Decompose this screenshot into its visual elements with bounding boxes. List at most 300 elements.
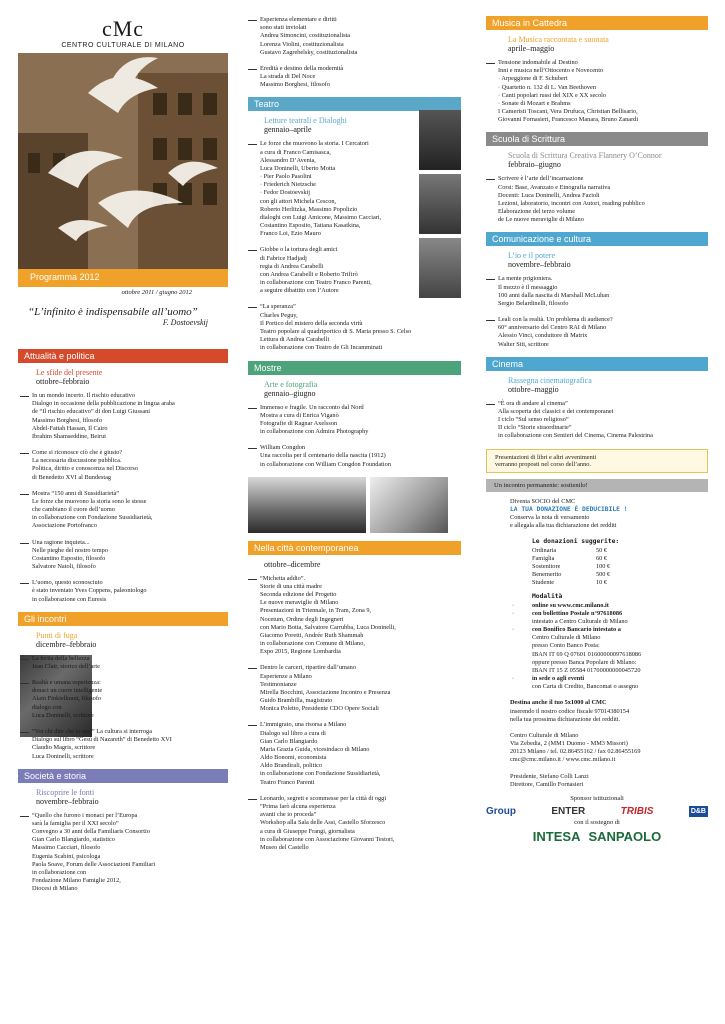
tax-line: nella tua prossima dichiarazione dei redditi.	[510, 715, 621, 723]
entry-line: in collaborazione con Associazione Giovanni Testori,	[260, 835, 395, 843]
section-subtitle: Arte e fotografia	[264, 379, 318, 389]
bullet-icon: ·	[512, 601, 515, 609]
entry-line: Massimo Borghesi, filosofo	[260, 81, 331, 89]
modalita-item	[510, 602, 708, 610]
entry-line: Presentazioni in Triennale, in Tram, Zona 9,	[260, 607, 372, 615]
donation-row	[532, 579, 708, 587]
entry-line: Immenso e fragile. Un racconto dal Nord	[260, 403, 364, 411]
entry	[486, 275, 708, 308]
modalita-list	[510, 602, 708, 692]
entry-line: Esperienza elementare e diritti	[260, 16, 337, 23]
portraits	[419, 110, 461, 298]
entry-list	[486, 400, 708, 441]
section-subtitle: Le sfide del presente	[36, 368, 103, 377]
section-attualita	[18, 349, 228, 604]
entry-list	[18, 812, 228, 894]
entry-line: Diocesi di Milano	[32, 885, 78, 893]
entry	[20, 392, 228, 441]
entry-line: Nocetum, Ordine degli Ingegneri	[260, 615, 344, 623]
entry-line: Giobbe o la tortura degli amici	[260, 246, 338, 254]
contact-line: 20123 Milano / tel. 02.86455162 / fax 02.86455169	[510, 748, 641, 756]
donation-type: Studente	[532, 579, 555, 587]
entry-line: Politica, diritto e conoscenza nel Discorso	[32, 465, 138, 473]
entry-line: sono stati inviolati	[260, 24, 307, 32]
entry-line: Lezioni, laboratorio, incontri con Autori, reading pubblico	[498, 199, 645, 207]
entry-line: “Michetta addio”.	[260, 574, 306, 582]
donation-row	[532, 547, 708, 555]
entry-line: · Fedor Dostoevskij	[260, 189, 311, 197]
section-scrittura	[486, 132, 708, 224]
section-dates: ottobre–febbraio	[36, 377, 90, 386]
section-teatro	[248, 97, 461, 352]
modalita-line: online su www.cmc.milano.it	[532, 601, 609, 609]
modalita-line: IBAN IT 15 Z 05584 01700000000045720	[532, 666, 641, 674]
modalita-line: con Bonifico Bancario intestato a	[532, 626, 621, 634]
sponsor-logos	[486, 806, 708, 817]
section-title: Scuola di Scrittura	[486, 132, 708, 146]
entry	[20, 490, 228, 531]
entry-line: a cura di Franco Camisasca,	[260, 148, 331, 156]
entry-line: Eredità e destino della modernità	[260, 64, 344, 72]
entry	[486, 400, 708, 441]
support-title: Un incontro permanente: sostienilo!	[486, 479, 708, 492]
section-subtitle: Letture teatrali e Dialoghi	[264, 116, 347, 126]
section-dates: gennaio–giugno	[264, 388, 316, 398]
portrait-nietzsche	[419, 174, 461, 234]
entry-line: · Sonate di Mozart e Brahms	[498, 99, 571, 107]
entry-line: Gustavo Zagrebelsky, costituzionalista	[260, 48, 358, 56]
donation-row	[532, 555, 708, 563]
modalita-line: in sede o agli eventi	[532, 675, 585, 683]
entry-line: In un mondo incerto. Il rischio educativo	[32, 392, 135, 399]
entry	[20, 579, 228, 604]
entry	[248, 795, 461, 852]
entry-line: de Le nuove meraviglie di Milano	[498, 216, 584, 224]
entry-line: La necessaria discussione pubblica.	[32, 457, 122, 465]
section-dates: novembre–febbraio	[508, 260, 571, 270]
entry-line: L’uomo, questo sconosciuto	[32, 579, 103, 587]
entry-line: Una raccolta per il centenario della nascita (1912)	[260, 452, 386, 460]
entry-line: in collaborazione con Comune di Milano,	[260, 640, 365, 648]
donation-amount: 100 €	[596, 562, 611, 570]
donation-type: Sostenitore	[532, 562, 561, 570]
entry-line: Le nuove meraviglie di Milano	[260, 599, 339, 607]
photo-congdon	[370, 477, 448, 533]
entry-line: Monica Poletto, Presidente CDO Opere Sociali	[260, 705, 379, 713]
motto-quote: “L’infinito è indispensabile all’uomo”	[28, 306, 198, 318]
entry-line: “È ora di andare al cinema”	[498, 399, 568, 407]
entry-list	[486, 275, 708, 348]
entry-line: de “Il rischio educativo” di don Luigi Giussani	[32, 408, 151, 416]
entry-line: Docenti: Luca Doninelli, Andrea Fazioli	[498, 191, 600, 199]
section-cinema	[486, 357, 708, 441]
portrait-pasolini	[419, 110, 461, 170]
section-title: Gli incontri	[18, 612, 228, 626]
entry-line: Charles Peguy,	[260, 311, 298, 319]
entry-line: Costantino Esposito, filosofo	[32, 554, 106, 562]
entry	[248, 404, 461, 437]
entry-line: Alessandro D’Avenia,	[260, 156, 316, 164]
entry-line: Abdel-Fattah Hassan, Il Cairo	[32, 424, 108, 432]
entry-line: 100 anni dalla nascita di Marshall McLuhan	[498, 291, 610, 299]
entry-line: Testimonianze	[260, 680, 297, 688]
entry	[20, 539, 228, 572]
motto-author: F. Dostoevskij	[162, 318, 208, 327]
entry-line: Inni e musica nell’Ottocento e Novecento	[498, 67, 604, 75]
entry-line: Workshop alla Sala delle Assi, Castello Sforzesco	[260, 819, 386, 827]
support-line: e allegala alla tua dichiarazione dei redditi	[510, 522, 617, 530]
entry-list	[248, 16, 461, 89]
entry-line: Fondazione Milano Famiglie 2012,	[32, 877, 121, 885]
entry-line: regia di Andrea Carabelli	[260, 262, 324, 270]
mostre-photos	[248, 477, 461, 533]
section-subtitle: Rassegna cinematografica	[508, 375, 592, 385]
section-subtitle: La Musica raccontata e suonata	[508, 35, 609, 44]
entry-line: Lettura di Andrea Carabelli	[260, 336, 330, 344]
section-societa	[18, 769, 228, 894]
entry	[248, 140, 420, 238]
entry-line: avanti che io proceda”	[260, 811, 317, 819]
section-title: Teatro	[248, 97, 461, 111]
entry-line: è stato inventato Yves Coppens, paleontologo	[32, 587, 147, 595]
modalita-title: Modalità	[532, 593, 563, 601]
entry	[248, 246, 420, 295]
entry-line: Dialogo sul libro “Gesù di Nazareth” di Benedetto XVI	[32, 736, 172, 744]
modalita-line: con Carta di Credito, Bancomat o assegno	[532, 683, 639, 691]
sponsor-tribis: TRIBIS	[620, 806, 654, 818]
entry	[20, 655, 228, 671]
section-subtitle: Riscoprire le fonti	[36, 787, 95, 797]
contact-block	[510, 732, 708, 789]
entry-line: · Arpeggione di F. Schubert	[498, 75, 568, 83]
entry-line: Aldo Brandirali, politico	[260, 762, 323, 770]
modalita-line: presso Conto Banco Posta:	[532, 642, 600, 650]
donation-row	[532, 571, 708, 579]
entry-line: che cambiano il cuore dell’uomo	[32, 506, 115, 514]
entry-line: in collaborazione con Fondazione Sussidiarietà,	[32, 514, 153, 522]
entry-line: Esperienze a Milano	[260, 672, 312, 680]
tax-line: Destina anche il tuo 5x1000 al CMC	[510, 699, 607, 707]
donations-title: Le donazioni suggerite:	[532, 538, 620, 546]
entry-line: · Canti popolari russi del XIX e XX secolo	[498, 91, 607, 99]
entry-line: · Quartetto n. 132 di L. Van Beethoven	[498, 83, 596, 91]
entry-line: II ciclo “Storie straordinarie”	[498, 424, 572, 432]
entry-line: Dentro le carceri, ripartire dall’umano	[260, 664, 356, 672]
entry-line: Costantino Esposito, Tatiana Kasatkina,	[260, 222, 361, 230]
entry	[248, 664, 461, 713]
sponsor-group: Group	[486, 806, 516, 818]
entry-line: Tensione indomabile al Destino	[498, 59, 578, 66]
entry	[20, 728, 228, 761]
donation-type: Ordinaria	[532, 546, 557, 554]
support-line: Diventa SOCIO del CMC	[510, 497, 576, 505]
entry-line: Mostra a cura di Enrica Viganò	[260, 411, 339, 419]
support-line: Conserva la nota di versamento	[510, 513, 590, 521]
doves-illustration	[18, 53, 228, 269]
entry-line: I Cameristi Toscani, Vera Drufuca, Christian Bellisario,	[498, 108, 638, 116]
modalita-line: intestato a Centro Culturale di Milano	[532, 617, 628, 625]
section-dates: gennaio–aprile	[264, 125, 312, 135]
section-title: Musica in Cattedra	[486, 16, 708, 30]
entry-line: Eugenia Scabini, psicologa	[32, 852, 101, 860]
entry-line: La ferita della bellezza	[32, 654, 90, 662]
entry	[486, 175, 708, 224]
entry-line: Il Portico del mistero della seconda virtù	[260, 319, 363, 327]
entry-line: Maria Grazia Guida, vicesindaco di Milano	[260, 745, 370, 753]
entry-line: Museo del Castello	[260, 843, 309, 851]
sponsor-db: D&B	[690, 808, 706, 816]
notice-line: Presentazioni di libri e altri avvenimenti	[495, 453, 597, 461]
section-dates: febbraio–giugno	[508, 160, 561, 170]
cover-photo	[18, 53, 228, 269]
entry-list	[18, 392, 228, 604]
entry-line: Giacomo Poretti, Andrée Ruth Shammah	[260, 631, 364, 639]
entry-line: Teatro Franco Parenti	[260, 778, 315, 786]
section-title: Attualità e politica	[18, 349, 228, 363]
entry	[248, 303, 420, 352]
entry-line: Lorenza Violini, costituzionalista	[260, 40, 344, 48]
entry-line: Franco Loi, Ezio Mauro	[260, 230, 321, 238]
entry-line: di Benedetto XVI al Bundestag	[32, 473, 112, 481]
entry-line: Il mezzo è il messaggio	[498, 283, 558, 291]
contact-line: Centro Culturale di Milano	[510, 731, 579, 739]
programma-banner	[18, 269, 228, 287]
entry-line: in collaborazione con Sentieri del Cinema, Cinema Palestrina	[498, 432, 653, 440]
column-middle	[248, 16, 461, 860]
support-line: LA TUA DONAZIONE È DEDUCIBILE !	[510, 505, 628, 513]
intesa-logo	[486, 828, 708, 846]
support-block	[486, 498, 708, 790]
entry-line: Dialogo sul libro a cura di	[260, 729, 326, 737]
modalita-line: IBAN IT 69 Q 07601 01600000097618086	[532, 650, 642, 658]
entry	[248, 575, 461, 657]
entry-list	[248, 575, 461, 852]
entry-line: Massimo Borghesi, filosofo	[32, 416, 103, 424]
entry-line: Come si riconosce ciò che è giusto?	[32, 449, 123, 457]
entry-line: “Prima farò alcuna esperienza	[260, 803, 336, 810]
modalita-item	[510, 675, 708, 691]
entry-line: 60° anniversario del Centro RAI di Milano	[498, 324, 607, 332]
entry	[248, 444, 461, 469]
entry-line: Andrea Simoncini, costituzionalista	[260, 32, 351, 40]
column-right	[486, 16, 708, 846]
section-title: Mostre	[248, 361, 461, 375]
entry-line: in collaborazione con Fondazione Sussidiarietà,	[260, 770, 381, 778]
entry-line: Salvatore Natoli, filosofo	[32, 563, 96, 571]
entry-line: Gian Carlo Blangiardo	[260, 737, 318, 745]
entry-line: Alessio Vinci, conduttore di Matrix	[498, 332, 588, 340]
entry-line: · Friederich Nietzsche	[260, 181, 316, 189]
programma-label: Programma 2012	[30, 272, 100, 282]
portrait-dostoevskij	[419, 238, 461, 298]
entry-line: Mostra “150 anni di Sussidiarietà”	[32, 489, 120, 497]
donation-type: Benemerito	[532, 571, 562, 579]
brand-logo: cMc	[101, 16, 145, 41]
section-subtitle: Scuola di Scrittura Creativa Flannery O’Connor	[508, 151, 662, 161]
entry-line: I ciclo “Sul senso religioso”	[498, 416, 569, 424]
donation-amount: 500 €	[596, 571, 611, 579]
brand-subtitle: CENTRO CULTURALE DI MILANO	[61, 42, 185, 49]
entry-line: Leali con la realtà. Un problema di audience?	[498, 316, 613, 324]
entry-line: La mente prigioniera.	[498, 275, 553, 283]
entry-line: Elaborazione del terzo volume	[498, 208, 576, 216]
contact-line: Via Zebedia, 2 (MM1 Duomo - MM3 Missori)	[510, 740, 628, 748]
entry-line: Luca Doninelli, scrittore	[32, 711, 94, 719]
entry-line: Corsi: Base, Avanzato e Etnografia narrativa	[498, 183, 611, 191]
entry	[248, 721, 461, 786]
entry-line: sarà la famiglia per il XXI secolo”	[32, 819, 119, 827]
donations	[510, 538, 708, 691]
donation-amount: 60 €	[596, 554, 608, 562]
entry-line: dialoghi con Luigi Amicone, Massimo Cacciari,	[260, 213, 382, 221]
entry-line: Alain Finkielkraut, filosofo	[32, 695, 102, 703]
section-comunicazione	[486, 232, 708, 348]
entry	[20, 812, 228, 894]
entry-line: di Fabrice Hadjadj	[260, 254, 307, 262]
entry-line: William Congdon	[260, 444, 306, 452]
tax-line: inserendo il nostro codice fiscale 97014380154	[510, 707, 630, 715]
section-citta	[248, 541, 461, 852]
section-title: Comunicazione e cultura	[486, 232, 708, 246]
sanpaolo-word: SANPAOLO	[588, 829, 662, 845]
entry-line: in collaborazione con William Congdon Foundation	[260, 460, 391, 468]
notice-box	[486, 449, 708, 473]
intesa-word: INTESA	[532, 829, 581, 845]
entry-line: Roberto Herlitzka, Massimo Popolizio	[260, 205, 358, 213]
donation-amount: 10 €	[596, 579, 608, 587]
entry-line: “La speranza”	[260, 303, 296, 311]
entry-list	[486, 175, 708, 224]
bullet-icon: ·	[512, 675, 515, 683]
entry-line: Claudio Magris, scrittore	[32, 744, 96, 752]
contact-line: Presidente, Stefano Colli Lanzi	[510, 772, 589, 780]
section-subtitle: Punti di fuga	[36, 630, 78, 640]
entry-list	[248, 140, 420, 352]
entry-line: Le forze che muovono la storia. I Cercatori	[260, 140, 369, 148]
entry-line: Una ragione inquieta...	[32, 538, 90, 546]
modalita-item	[510, 626, 708, 675]
entry-line: Jean Clair, storico dell’arte	[32, 662, 100, 670]
entry-line: · Pier Paolo Pasolini	[260, 173, 312, 181]
entry-line: Ibrahim Shamseddine, Beirut	[32, 432, 106, 440]
sponsors-label: Sponsor istituzionali	[570, 795, 624, 803]
section-title: Cinema	[486, 357, 708, 371]
section-dates: aprile–maggio	[508, 44, 555, 53]
modalita-line: con bollettino Postale n°97618086	[532, 609, 623, 617]
sponsors-with: con il sostegno di	[574, 819, 620, 827]
programma-period: ottobre 2011 / giugno 2012	[121, 289, 192, 296]
entry-list	[248, 404, 461, 469]
entry-line: a seguire dibattito con l’Autore	[260, 287, 339, 295]
entry-line: “Quello che furono i monaci per l’Europa	[32, 811, 138, 819]
entry	[486, 316, 708, 349]
contact-line	[510, 765, 708, 773]
entry-line: Sergio Belardinelli, filosofo	[498, 299, 569, 307]
entry-line: Luca Doninelli, Uberto Motta	[260, 164, 336, 172]
section-title: Nella città contemporanea	[248, 541, 461, 555]
photo-horses	[248, 477, 366, 533]
contact-line: Direttore, Camillo Fornasieri	[510, 780, 584, 788]
entry-line: in collaborazione con Admira Photography	[260, 428, 369, 436]
entry-line: in collaborazione con Teatro de Gli Incamminati	[260, 344, 383, 352]
section-title: Società e storia	[18, 769, 228, 783]
section-dates: ottobre–maggio	[508, 384, 559, 394]
entry-line: Alla scoperta dei classici e dei contemporanei	[498, 407, 614, 415]
entry	[486, 59, 708, 124]
bullet-icon: ·	[512, 626, 515, 634]
modalita-item	[510, 610, 708, 626]
entry-line: Teatro popolare al quadriportico di S. Maria presso S. Celso	[260, 327, 412, 335]
contact-line: cmc@cmc.milano.it / www.cmc.milano.it	[510, 756, 616, 764]
entry-line: Paola Soave, Forum delle Associazioni Familiari	[32, 860, 156, 868]
entry-line: La strada di Del Noce	[260, 73, 316, 81]
section-dates: ottobre–dicembre	[264, 559, 321, 569]
entry-line: Seconda edizione del Progetto	[260, 591, 337, 599]
entry-line: in collaborazione con Euresis	[32, 595, 107, 603]
notice-line: verranno proposti nel corso dell’anno.	[495, 460, 591, 468]
entry-line: donaci un cuore intelligente	[32, 687, 103, 695]
entry-line: in collaborazione con	[32, 868, 87, 876]
donation-row	[532, 563, 708, 571]
entry-line: Giovanni Fornasieri, Francesco Manara, Bruno Zanardi	[498, 116, 639, 124]
entry-line: Gian Carlo Blangiardo, statistico	[32, 836, 115, 844]
entry-line: Mirella Bocchini, Associazione Incontro e Presenza	[260, 688, 391, 696]
entry-line: Walter Siti, scrittore	[498, 340, 549, 348]
entry-line: Nelle pieghe del nostro tempo	[32, 546, 108, 554]
section-dates: dicembre–febbraio	[36, 639, 97, 649]
entry-line: in collaborazione con Teatro Franco Parenti,	[260, 279, 372, 287]
entry	[248, 16, 461, 57]
entry-line: Luca Doninelli, scrittore	[32, 752, 94, 760]
section-musica	[486, 16, 708, 124]
modalita-line: oppure presso Banca Popolare di Milano:	[532, 658, 637, 666]
section-incontri	[18, 612, 228, 761]
entry-line: L’immigrato, una risorsa a Milano	[260, 721, 347, 729]
modalita-line: Centro Culturale di Milano	[532, 634, 601, 642]
entry-list	[18, 655, 228, 761]
entry-line: Guido Brambilla, magistrato	[260, 697, 333, 705]
entry-line: Associazione Portofranco	[32, 522, 97, 530]
column-left	[18, 0, 228, 901]
entry-line: Expo 2015, Regione Lombardia	[260, 648, 341, 656]
entry-line: Fotografie di Ragnar Axelsson	[260, 419, 338, 427]
entry-line: con gli attori Michela Cescon,	[260, 197, 337, 205]
donation-type: Famiglia	[532, 554, 555, 562]
entry-line: dialogo con	[32, 703, 62, 711]
donation-amount: 50 €	[596, 546, 608, 554]
entry-line: Storie di una città madre	[260, 582, 322, 590]
entry-line: Dialogo in occasione della pubblicazione in lingua araba	[32, 400, 175, 408]
entry-line: Leonardo, segreti e scommesse per la città di oggi	[260, 794, 387, 802]
entry	[248, 65, 461, 90]
entry-line: Le forze che muovono la storia sono le stesse	[32, 497, 147, 505]
tax-block	[510, 699, 708, 724]
section-subtitle: L’io e il potere	[508, 251, 556, 261]
entry-line: Massimo Cacciari, filosofo	[32, 844, 101, 852]
entry-line: “Voi chi dite che io sia?” La cultura si interroga	[32, 727, 153, 735]
bullet-icon: ·	[512, 609, 515, 617]
entry-line: a cura di Giuseppe Frangi, giornalista	[260, 827, 355, 835]
entry-line: Scrivere è l’arte dell’incarnazione	[498, 175, 584, 183]
entry-list	[486, 59, 708, 124]
entry-line: con Mario Botta, Salvatore Carrubba, Luca Doninelli,	[260, 623, 396, 631]
entry-line: Convegno a 30 anni della Familiaris Consortio	[32, 828, 150, 836]
sponsor-enter: ENTER	[551, 806, 586, 818]
entry-line: Realtà e umana esperienza:	[32, 679, 101, 687]
entry-line: Aldo Bonomi, economista	[260, 754, 327, 762]
entry-line: con Andrea Carabelli e Roberto Trifirò	[260, 270, 358, 278]
entry	[20, 449, 228, 482]
